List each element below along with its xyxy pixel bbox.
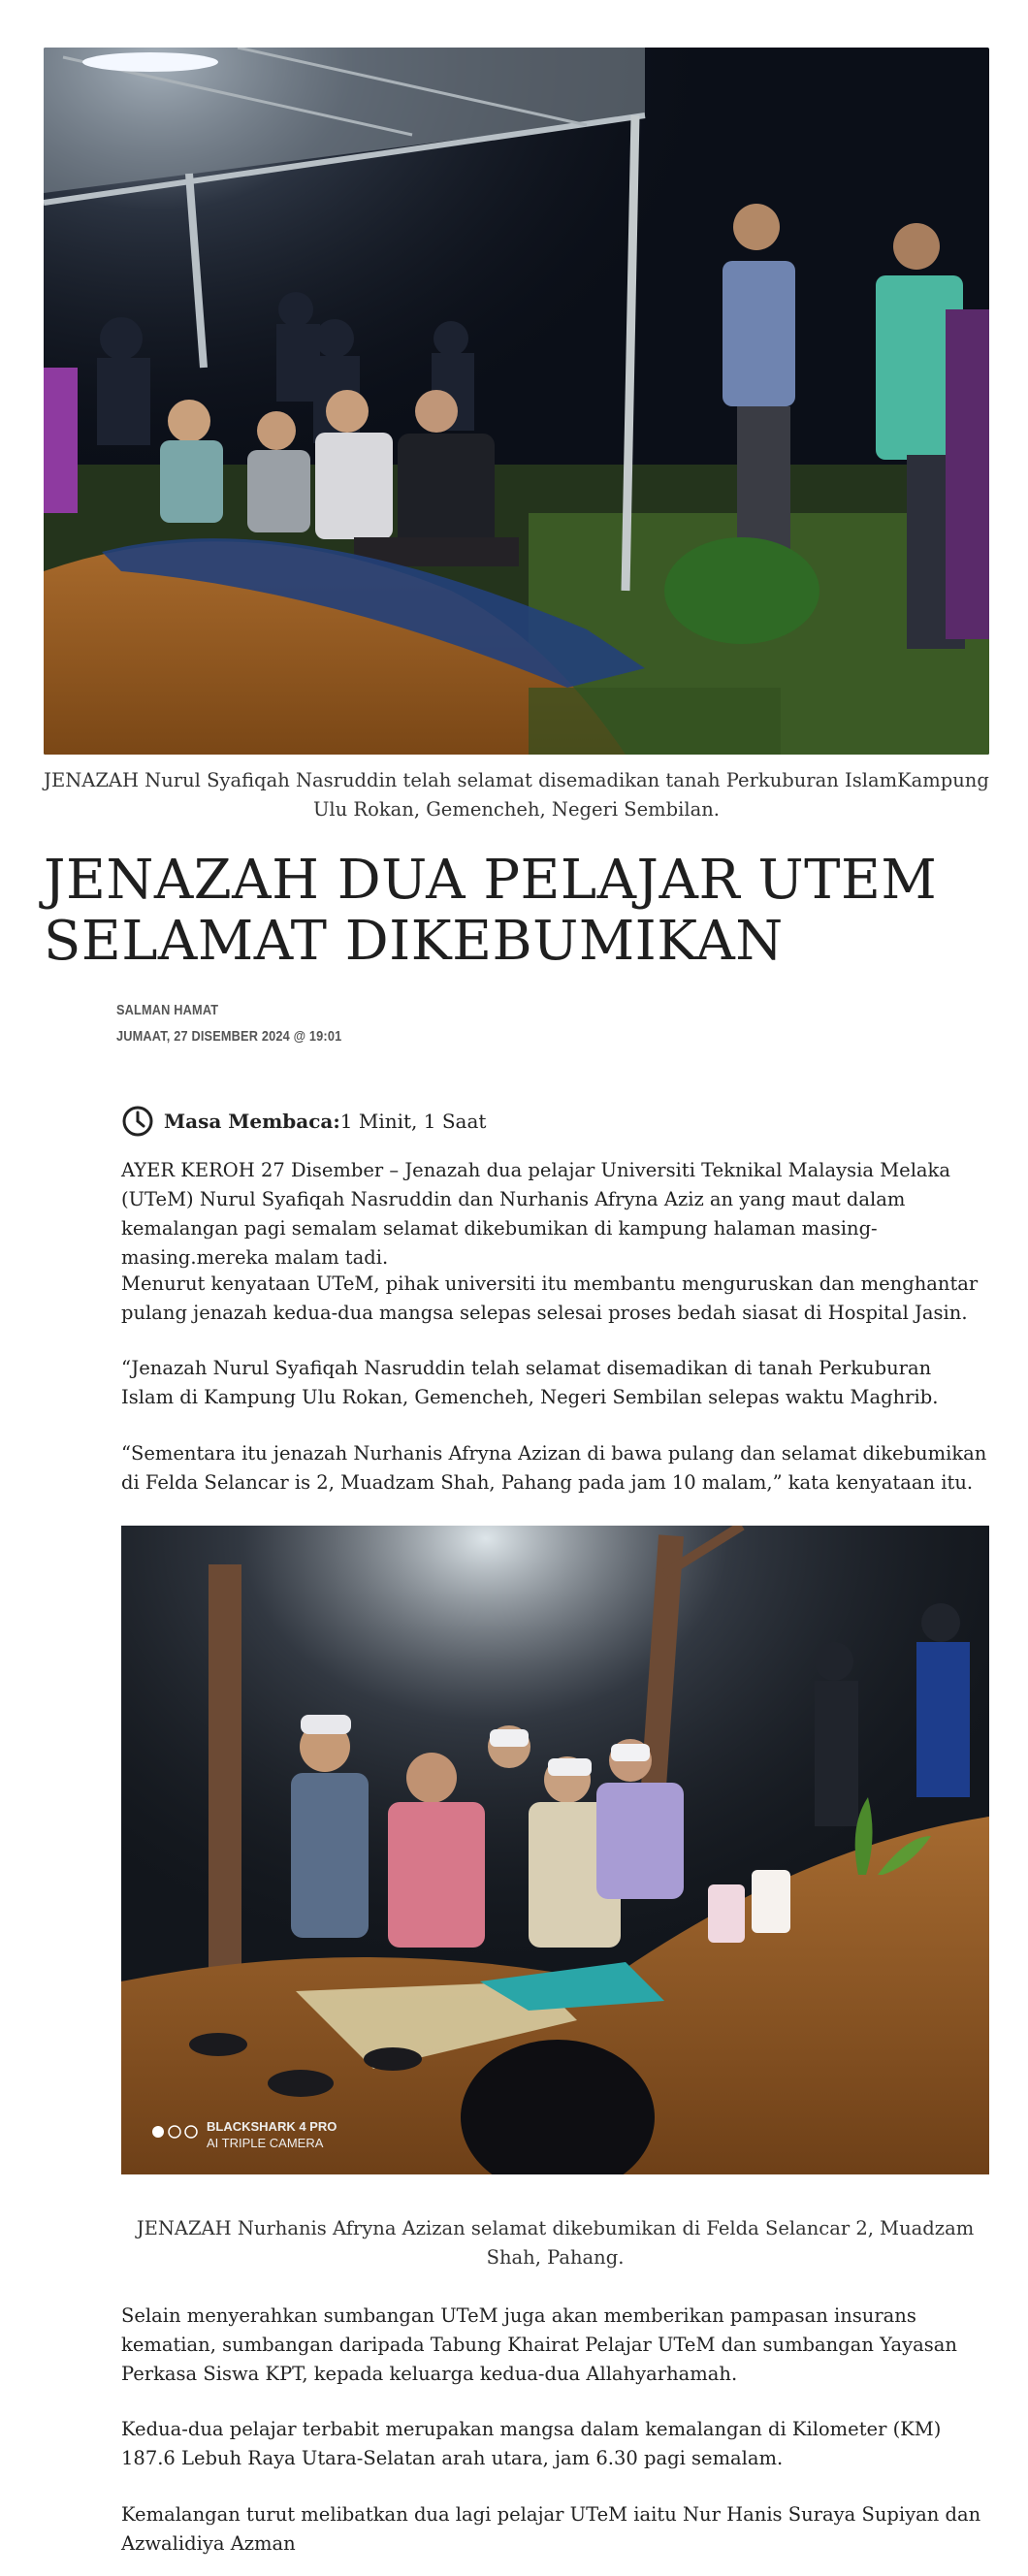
article-paragraph: “Jenazah Nurul Syafiqah Nasruddin telah selamat disemadikan di tanah Perkuburan Islam di Kampung Ulu Rokan, Gemencheh, Negeri Sembilan selepas waktu Maghrib. — [121, 1357, 939, 1408]
reading-time-value: 1 Minit, 1 Saat — [339, 1110, 487, 1133]
article-paragraph: Kedua-dua pelajar terbabit merupakan mangsa dalam kemalangan di Kilometer (KM) 187.6 Lebuh Raya Utara-Selatan arah utara, jam 6.30 pagi semalam. — [121, 2418, 942, 2469]
article-paragraph: “Sementara itu jenazah Nurhanis Afryna Azizan di bawa pulang dan selamat dikebumikan di Felda Selancar is 2, Muadzam Shah, Pahang pada jam 10 malam,” kata kenyataan itu. — [121, 1442, 987, 1494]
article-paragraph: Kemalangan turut melibatkan dua lagi pelajar UTeM iaitu Nur Hanis Suraya Supiyan dan Azwalidiya Azman — [121, 2503, 981, 2555]
watermark-line1: BLACKSHARK 4 PRO — [207, 2119, 337, 2134]
clock-icon — [121, 1105, 154, 1138]
publish-date: JUMAAT, 27 DISEMBER 2024 @ 19:01 — [116, 1028, 342, 1045]
article-headline: JENAZAH DUA PELAJAR UTEM SELAMAT DIKEBUMIKAN — [44, 849, 938, 973]
article-paragraph: AYER KEROH 27 Disember – Jenazah dua pelajar Universiti Teknikal Malaysia Melaka (UTeM) Nurul Syafiqah Nasruddin dan Nurhanis Afryna Aziz an yang maut dalam kemalangan pagi semalam selamat dikebumikan di kampung halaman masing-masing.mereka malam tadi. — [121, 1159, 951, 1269]
hero-photo[interactable] — [44, 48, 989, 755]
burial-night-photo-icon — [44, 48, 989, 755]
article-paragraph: Selain menyerahkan sumbangan UTeM juga akan memberikan pampasan insurans kematian, sumbangan daripada Tabung Khairat Pelajar UTeM dan sumbangan Yayasan Perkasa Siswa KPT, kepada keluarga kedua-dua Allahyarhamah. — [121, 2304, 957, 2385]
second-photo-caption: JENAZAH Nurhanis Afryna Azizan selamat dikebumikan di Felda Selancar 2, Muadzam Shah, Pahang. — [136, 2217, 975, 2269]
second-photo[interactable] — [121, 1526, 989, 2174]
watermark-line2: AI TRIPLE CAMERA — [207, 2136, 324, 2150]
reading-time-label: Masa Membaca: — [164, 1110, 340, 1133]
hero-photo-caption: JENAZAH Nurul Syafiqah Nasruddin telah selamat disemadikan tanah Perkuburan IslamKampung Ulu Rokan, Gemencheh, Negeri Sembilan. — [44, 769, 989, 821]
grave-prayer-photo-icon — [121, 1526, 989, 2174]
article-paragraph: Menurut kenyataan UTeM, pihak universiti itu membantu menguruskan dan menghantar pulang jenazah kedua-dua mangsa selepas selesai proses bedah siasat di Hospital Jasin. — [121, 1272, 979, 1324]
author-name[interactable]: SALMAN HAMAT — [116, 1002, 219, 1018]
reading-time — [121, 1105, 486, 1138]
